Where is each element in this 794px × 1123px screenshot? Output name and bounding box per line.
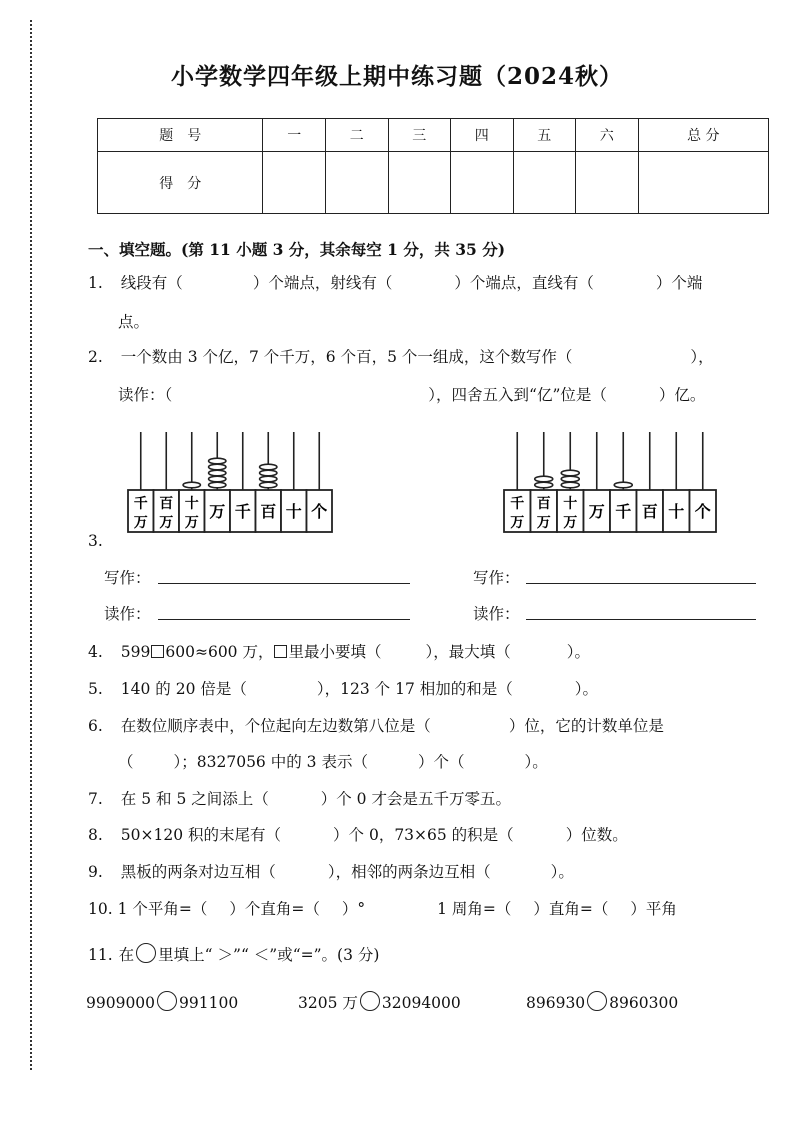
- q9-text-c: ）。: [550, 863, 574, 881]
- q1-continuation: 点。: [118, 313, 150, 331]
- abacus-bead: [209, 476, 226, 482]
- q6-text-d: ）；8327056 中的 3 表示（: [173, 753, 368, 771]
- score-cell[interactable]: [388, 152, 451, 214]
- score-cell[interactable]: [576, 152, 639, 214]
- q5-text-b: ），123 个 17 相加的和是（: [316, 680, 513, 698]
- square-box-icon: [151, 645, 164, 658]
- abacus-bead: [209, 458, 226, 464]
- q6-text-f: ）。: [524, 753, 548, 771]
- score-table-header-row: [98, 119, 769, 152]
- score-table-header: 三: [388, 119, 451, 152]
- q5-text-a: 140 的 20 倍是（: [120, 680, 247, 698]
- question-number: 8.: [88, 826, 103, 844]
- abacus-bead: [561, 476, 579, 482]
- q6-text-e: ）个（: [417, 753, 465, 771]
- abacus-bead: [209, 470, 226, 476]
- compare-circle-input[interactable]: [587, 991, 607, 1011]
- question-11: [88, 943, 379, 965]
- place-value-label: 百: [159, 496, 174, 512]
- comparison-right: 991100: [179, 994, 239, 1012]
- q11-text-a: 在: [118, 946, 135, 964]
- q10-text-f: ）平角: [630, 900, 677, 918]
- place-value-label: 千: [133, 496, 148, 512]
- place-value-label: 万: [588, 502, 605, 521]
- q6-text-c: （: [118, 753, 134, 771]
- q2-text-e: ）亿。: [658, 386, 706, 404]
- score-cell[interactable]: [263, 152, 326, 214]
- place-value-label: 十: [285, 502, 302, 521]
- place-value-label: 千: [510, 496, 525, 512]
- question-number: 1.: [88, 274, 103, 292]
- score-table: [97, 118, 769, 214]
- q9-text-b: ），相邻的两条边互相（: [327, 863, 491, 881]
- write-label-right: 写作：: [473, 569, 520, 587]
- q1-text-b: ）个端点，射线有（: [252, 274, 393, 292]
- question-2-line-2: [118, 383, 705, 405]
- q11-text-b: 里填上“ ＞”“ ＜”或“=”。(3 分): [158, 946, 380, 964]
- place-value-label: 个: [311, 502, 328, 521]
- question-number: 4.: [88, 643, 103, 661]
- score-cell[interactable]: [638, 152, 768, 214]
- read-label-right: 读作：: [473, 605, 520, 623]
- question-10: [88, 897, 677, 919]
- comparison-item: [526, 991, 678, 1012]
- compare-circle-input[interactable]: [157, 991, 177, 1011]
- question-6: [88, 714, 664, 736]
- q8-text-b: ）个 0，73×65 的积是（: [333, 826, 514, 844]
- question-7: [88, 787, 511, 809]
- place-value-label: 十: [563, 496, 578, 512]
- question-6-line-2: [118, 750, 548, 772]
- place-value-label: 百: [260, 502, 277, 521]
- place-value-label: 百: [536, 496, 551, 512]
- place-value-label: 百: [641, 502, 658, 521]
- q1-text-d: ）个端: [655, 274, 703, 292]
- question-4: [88, 640, 590, 662]
- section-heading: 一、填空题。(第 11 小题 3 分，其余每空 1 分，共 35 分): [88, 240, 506, 259]
- question-number: 2.: [88, 348, 103, 366]
- q4-text-e: ）。: [566, 643, 591, 661]
- abacus-bead: [209, 482, 226, 488]
- question-number: 5.: [88, 680, 103, 698]
- score-table-header: 一: [263, 119, 326, 152]
- abacus-bead: [561, 482, 579, 488]
- comparison-left: 9909000: [86, 994, 156, 1012]
- place-value-label: 千: [234, 502, 251, 521]
- q2-text-a: 一个数由 3 个亿，7 个千万，6 个百，5 个一组成，这个数写作（: [120, 348, 573, 366]
- comparison-item: [86, 991, 238, 1012]
- score-table-row-label: 得 分: [98, 152, 263, 214]
- q2-text-d: ），四舍五入到“亿”位是（: [428, 386, 607, 404]
- question-5: [88, 677, 598, 699]
- write-answer-line-right[interactable]: [526, 583, 756, 584]
- place-value-label: 万: [159, 515, 174, 531]
- q8-text-c: ）位数。: [565, 826, 628, 844]
- q7-text-a: 在 5 和 5 之间添上（: [120, 790, 269, 808]
- score-table-score-row: [98, 152, 769, 214]
- square-box-icon: [274, 645, 287, 658]
- question-number: 9.: [88, 863, 103, 881]
- circle-icon: [136, 943, 156, 963]
- place-value-label: 万: [209, 502, 226, 521]
- q1-text-c: ）个端点，直线有（: [454, 274, 594, 292]
- write-answer-line-left[interactable]: [158, 583, 410, 584]
- q10-text-a: 10. 1 个平角=（: [88, 900, 208, 918]
- place-value-label: 千: [615, 502, 632, 521]
- q10-text-d: 1 周角=（: [437, 900, 512, 918]
- q10-text-e: ）直角=（: [533, 900, 609, 918]
- question-9: [88, 860, 574, 882]
- abacus-left: [126, 428, 336, 538]
- abacus-bead: [260, 476, 277, 482]
- score-table-row-label: 题 号: [98, 119, 263, 152]
- comparison-item: [298, 991, 461, 1013]
- question-number: 6.: [88, 717, 103, 735]
- question-8: [88, 823, 628, 845]
- abacus-bead: [260, 482, 277, 488]
- place-value-label: 个: [694, 502, 711, 521]
- question-number: 11.: [88, 946, 113, 964]
- page-title: 小学数学四年级上期中练习题（2024秋）: [170, 63, 623, 90]
- comparison-left: 3205 万: [298, 994, 358, 1012]
- score-cell[interactable]: [513, 152, 576, 214]
- abacus-bead: [260, 464, 277, 470]
- question-1: [88, 271, 702, 293]
- score-table-header: 五: [513, 119, 576, 152]
- read-answer-line-right[interactable]: [526, 619, 756, 620]
- abacus-bead: [260, 470, 277, 476]
- q6-text-b: ）位，它的计数单位是: [508, 717, 664, 735]
- q4-text-d: ），最大填（: [425, 643, 511, 661]
- q9-text-a: 黑板的两条对边互相（: [120, 863, 276, 881]
- q10-text-c: ）°: [341, 900, 366, 918]
- place-value-label: 十: [184, 496, 199, 512]
- write-label-left: 写作：: [104, 569, 151, 587]
- comparison-right: 8960300: [609, 994, 679, 1012]
- place-value-label: 万: [510, 515, 525, 531]
- read-label-left: 读作：: [104, 605, 151, 623]
- place-value-label: 万: [536, 515, 551, 531]
- place-value-label: 万: [184, 515, 199, 531]
- abacus-bead: [535, 482, 553, 488]
- comparison-right: 32094000: [381, 994, 461, 1012]
- q2-text-c: 读作：（: [118, 386, 173, 404]
- q7-text-b: ）个 0 才会是五千万零五。: [320, 790, 511, 808]
- place-value-label: 万: [563, 515, 578, 531]
- comparison-left: 896930: [526, 994, 586, 1012]
- read-answer-line-left[interactable]: [158, 619, 410, 620]
- abacus-right: [502, 428, 722, 538]
- score-cell[interactable]: [326, 152, 389, 214]
- q1-text-a: 线段有（: [120, 274, 183, 292]
- q6-text-a: 在数位顺序表中，个位起向左边数第八位是（: [120, 717, 431, 735]
- score-cell[interactable]: [451, 152, 514, 214]
- q8-text-a: 50×120 积的末尾有（: [120, 826, 282, 844]
- question-number: 7.: [88, 790, 103, 808]
- binding-margin-line: [30, 20, 32, 1070]
- score-table-header: 六: [576, 119, 639, 152]
- question-2: [88, 345, 714, 367]
- q4-text-a: 599: [120, 643, 151, 661]
- abacus-bead: [561, 470, 579, 476]
- compare-circle-input[interactable]: [360, 991, 380, 1011]
- q4-text-b: 600≈600 万，: [165, 643, 274, 661]
- place-value-label: 万: [133, 515, 148, 531]
- abacus-bead: [614, 482, 632, 488]
- score-table-header: 总 分: [638, 119, 768, 152]
- abacus-bead: [535, 476, 553, 482]
- score-table-header: 二: [326, 119, 389, 152]
- question-number: 3.: [88, 532, 103, 550]
- q5-text-c: ）。: [574, 680, 598, 698]
- abacus-bead: [183, 482, 200, 488]
- abacus-bead: [209, 464, 226, 470]
- q4-text-c: 里最小要填（: [288, 643, 382, 661]
- place-value-label: 十: [668, 502, 685, 521]
- q2-text-b: ），: [690, 348, 714, 366]
- score-table-header: 四: [451, 119, 514, 152]
- q10-text-b: ）个直角=（: [229, 900, 320, 918]
